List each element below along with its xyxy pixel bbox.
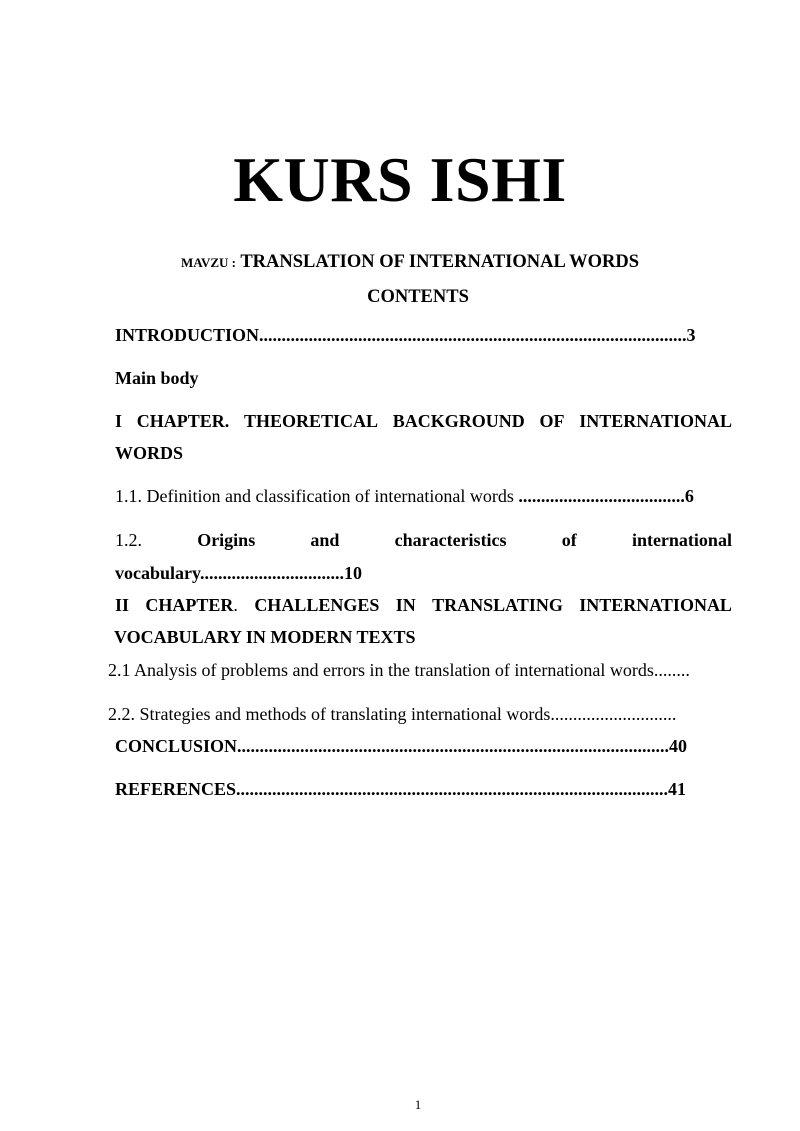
toc-chapter2-line2: VOCABULARY IN MODERN TEXTS bbox=[114, 627, 416, 647]
chapter2-word: TRANSLATING bbox=[432, 595, 563, 615]
toc-main-body: Main body bbox=[115, 368, 199, 388]
toc-item-1-2-word: Origins bbox=[197, 530, 256, 550]
topic-text: TRANSLATION OF INTERNATIONAL WORDS bbox=[240, 252, 639, 272]
chapter1-word: BACKGROUND bbox=[392, 411, 525, 431]
toc-item-1-2-word: international bbox=[631, 530, 732, 550]
toc-item-1-2-number: 1.2. bbox=[115, 530, 142, 550]
chapter1-word: I bbox=[115, 411, 123, 431]
chapter1-word: CHAPTER. bbox=[136, 411, 230, 431]
chapter2-word: CHALLENGES bbox=[254, 595, 380, 615]
toc-item-1-1-text: 1.1. Definition and classification of international words bbox=[115, 486, 519, 506]
toc-chapter2-line1 bbox=[115, 593, 732, 617]
toc-item-1-2-word: and bbox=[310, 530, 340, 550]
chapter2-word: CHAPTER bbox=[145, 595, 234, 615]
toc-references: REFERENCES................................................................................................41 bbox=[115, 779, 687, 799]
page-number: 1 bbox=[414, 1097, 422, 1112]
document-title: KURS ISHI bbox=[233, 144, 567, 215]
topic-prefix: MAVZU : bbox=[181, 255, 237, 270]
topic-line bbox=[0, 250, 800, 275]
chapter2-word-group bbox=[145, 593, 238, 617]
toc-item-1-1 bbox=[115, 484, 694, 508]
chapter2-dot: . bbox=[233, 595, 238, 615]
chapter1-word: INTERNATIONAL bbox=[579, 411, 732, 431]
toc-conclusion: CONCLUSION................................................................................................40 bbox=[115, 736, 688, 756]
toc-item-1-2-word: characteristics bbox=[394, 530, 507, 550]
contents-heading: CONTENTS bbox=[367, 287, 469, 307]
chapter2-word: INTERNATIONAL bbox=[579, 595, 732, 615]
chapter1-word: OF bbox=[539, 411, 565, 431]
toc-item-1-2-word: of bbox=[561, 530, 577, 550]
toc-chapter1-line1 bbox=[115, 409, 732, 433]
chapter2-word: IN bbox=[395, 595, 416, 615]
toc-item-1-2-line2: vocabulary................................10 bbox=[115, 563, 363, 583]
toc-introduction: INTRODUCTION...............................................................................................3 bbox=[115, 325, 696, 345]
toc-chapter1-line2: WORDS bbox=[115, 443, 184, 463]
toc-item-1-1-leader: .....................................6 bbox=[518, 486, 694, 506]
toc-item-1-2-line1 bbox=[115, 528, 732, 552]
toc-item-2-1: 2.1 Analysis of problems and errors in the translation of international words........ bbox=[108, 660, 690, 680]
chapter2-word: II bbox=[115, 595, 130, 615]
chapter1-word: THEORETICAL bbox=[244, 411, 379, 431]
toc-item-2-2: 2.2. Strategies and methods of translating international words............................ bbox=[108, 704, 677, 724]
